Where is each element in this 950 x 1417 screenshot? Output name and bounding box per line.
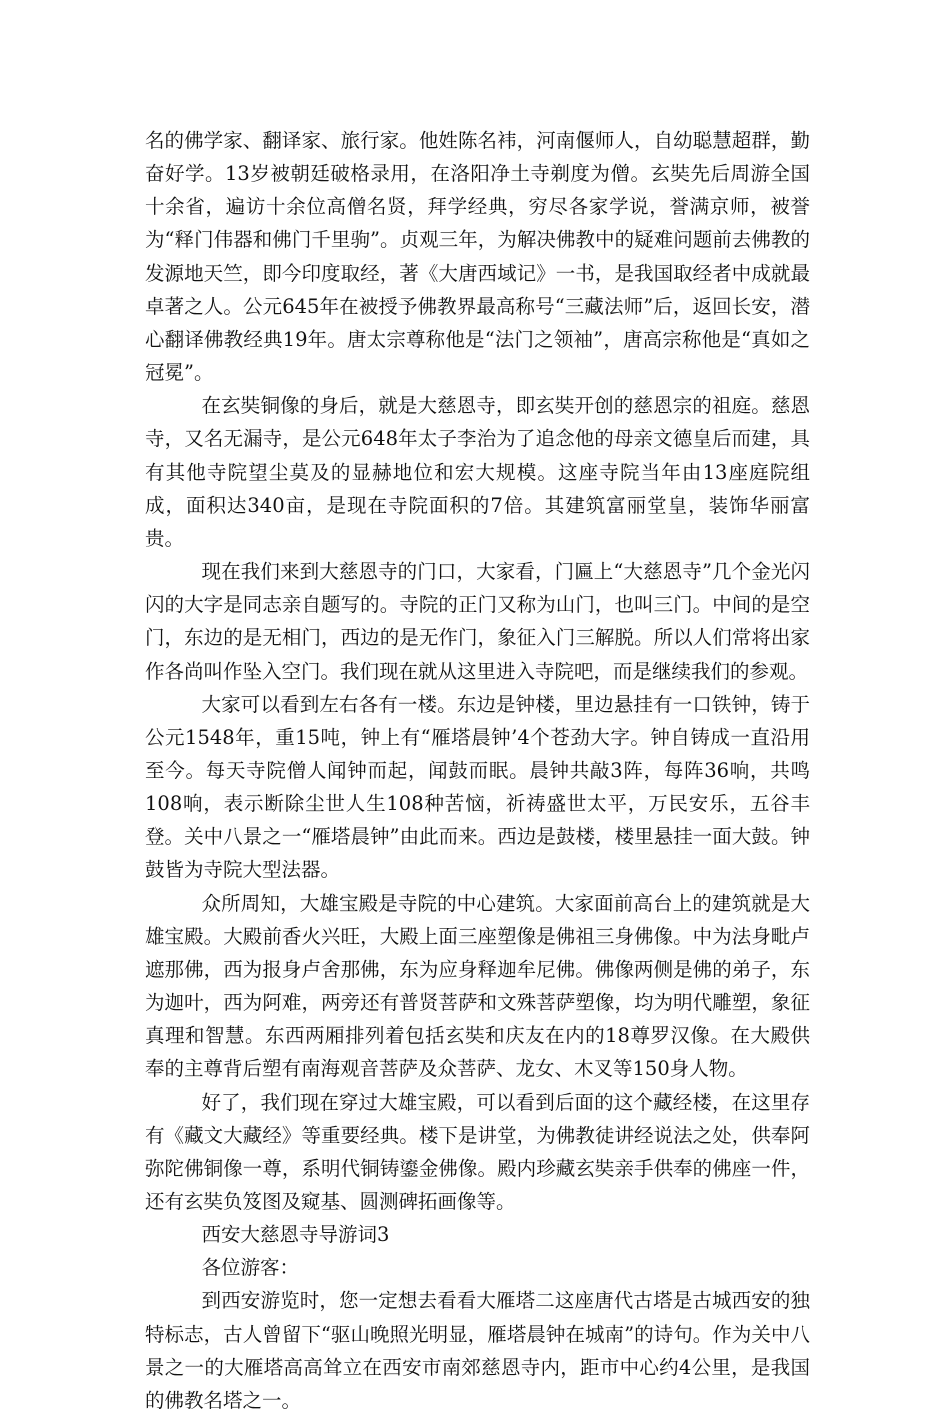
paragraph-big-wild-goose-pagoda: 到西安游览时，您一定想去看看大雁塔二这座唐代古塔是古城西安的独特标志，古人曾留下“驱山晚照光明显，雁塔晨钟在城南”的诗句。作为关中八景之一的大雁塔高高耸立在西安市南郊慈恩寺内，距市中心约4公里，是我国的佛教名塔之一。 xyxy=(145,1289,810,1412)
paragraph-mahavira-hall: 众所周知，大雄宝殿是寺院的中心建筑。大家面前高台上的建筑就是大雄宝殿。大殿前香火兴旺，大殿上面三座塑像是佛祖三身佛像。中为法身毗卢遮那佛，西为报身卢舍那佛，东为应身释迦牟尼佛。佛像两侧是佛的弟子，东为迦叶，西为阿难，两旁还有普贤菩萨和文殊菩萨塑像，均为明代雕塑，象征真理和智慧。东西两厢排列着包括玄奘和庆友在内的18尊罗汉像。在大殿供奉的主尊背后塑有南海观音菩萨及众菩萨、龙女、木叉等150身人物。 xyxy=(145,891,810,1081)
paragraph-xuanzang-biography: 名的佛学家、翻译家、旅行家。他姓陈名袆，河南偃师人，自幼聪慧超群，勤奋好学。13岁被朝廷破格录用，在洛阳净土寺剃度为僧。玄奘先后周游全国十余省，遍访十余位高僧名贤，拜学经典，穷尽各家学说，誉满京师，被誉为“释门伟器和佛门千里驹”。贞观三年，为解决佛教中的疑难问题前去佛教的发源地天竺，即今印度取经，著《大唐西域记》一书，是我国取经者中成就最卓著之人。公元645年在被授予佛教界最高称号“三藏法师”后，返回长安，潜心翻译佛教经典19年。唐太宗尊称他是“法门之领袖”，唐高宗称他是“真如之冠冕”。 xyxy=(145,129,810,385)
paragraph-bell-drum-towers: 大家可以看到左右各有一楼。东边是钟楼，里边悬挂有一口铁钟，铸于公元1548年，重15吨，钟上有“雁塔晨钟’4个苍劲大字。钟自铸成一直沿用至今。每天寺院僧人闻钟而起，闻鼓而眠。晨钟共敲3阵，每阵36响，共鸣108响，表示断除尘世人生108种苦恼，祈祷盛世太平，万民安乐，五谷丰登。关中八景之一“雁塔晨钟”由此而来。西边是鼓楼，楼里悬挂一面大鼓。钟鼓皆为寺院大型法器。 xyxy=(145,692,810,882)
paragraph-dacien-temple: 在玄奘铜像的身后，就是大慈恩寺，即玄奘开创的慈恩宗的祖庭。慈恩寺，又名无漏寺，是公元648年太子李治为了追念他的母亲文德皇后而建，具有其他寺院望尘莫及的显赫地位和宏大规模。这座寺院当年由13座庭院组成，面积达340亩，是现在寺院面积的7倍。其建筑富丽堂皇，装饰华丽富贵。 xyxy=(145,394,810,550)
document-body xyxy=(145,124,810,1417)
paragraph-temple-gate: 现在我们来到大慈恩寺的门口，大家看，门匾上“大慈恩寺”几个金光闪闪的大字是同志亲自题写的。寺院的正门又称为山门，也叫三门。中间的是空门，东边的是无相门，西边的是无作门，象征入门三解脱。所以人们常将出家作各尚叫作坠入空门。我们现在就从这里进入寺院吧，而是继续我们的参观。 xyxy=(145,560,810,683)
paragraph-sutra-library: 好了，我们现在穿过大雄宝殿，可以看到后面的这个藏经楼，在这里存有《藏文大藏经》等重要经典。楼下是讲堂，为佛教徒讲经说法之处，供奉阿弥陀佛铜像一尊，系明代铜铸鎏金佛像。殿内珍藏玄奘亲手供奉的佛座一件，还有玄奘负笈图及窥基、圆测碑拓画像等。 xyxy=(145,1090,810,1213)
section-title: 西安大慈恩寺导游词3 xyxy=(201,1223,390,1247)
greeting: 各位游客： xyxy=(201,1256,300,1280)
